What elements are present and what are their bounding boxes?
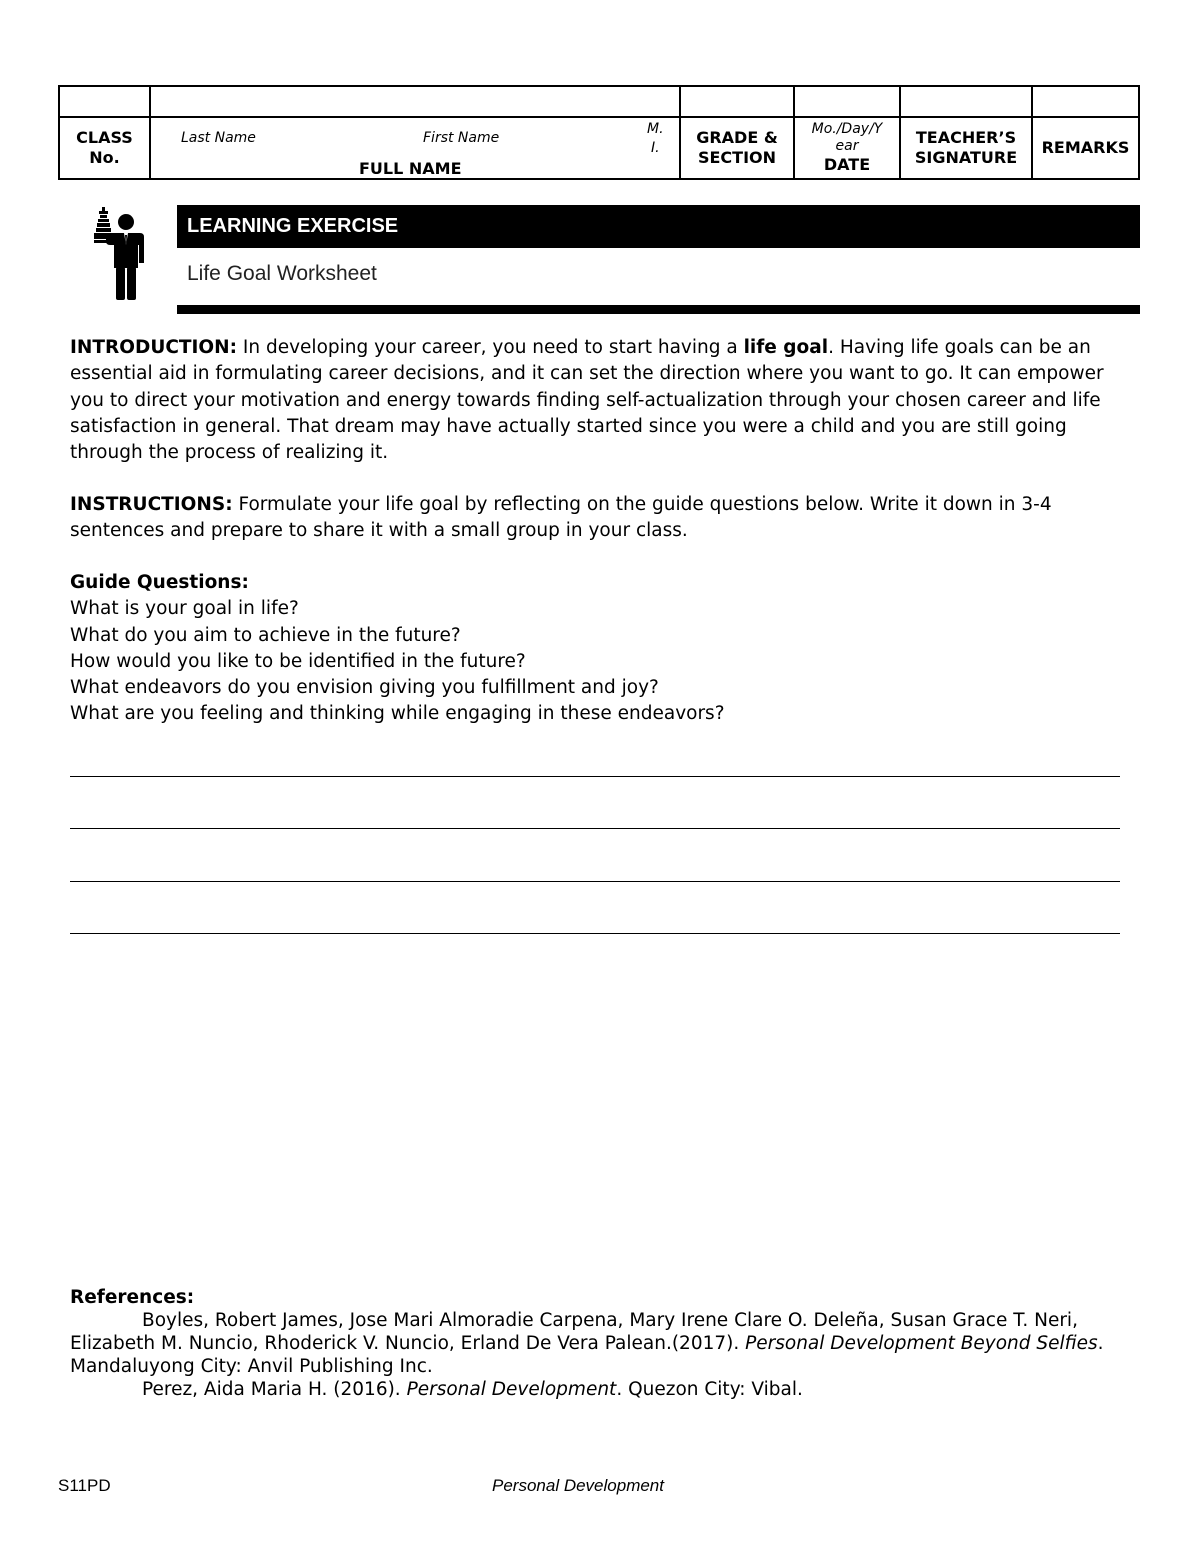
instructions-label: INSTRUCTIONS: (70, 494, 233, 515)
guide-heading: Guide Questions: (70, 572, 249, 593)
guide-question: What endeavors do you envision giving you fulfillment and joy? (70, 677, 659, 699)
first-name-label: First Name (423, 130, 500, 146)
answer-line[interactable] (70, 776, 1120, 777)
class-no-label: CLASS No. (76, 128, 133, 167)
references-section (70, 1286, 1130, 1401)
guide-question: What do you aim to achieve in the future? (70, 624, 461, 646)
guide-question: What is your goal in life? (70, 598, 299, 620)
life-goal-emphasis: life goal (743, 337, 829, 358)
full-name-column (151, 87, 681, 178)
remarks-column (1033, 87, 1138, 178)
teacher-signature-input[interactable] (901, 87, 1031, 118)
grade-section-column (681, 87, 795, 178)
guide-question: What are you feeling and thinking while engaging in these endeavors? (70, 703, 725, 725)
introduction-paragraph: INTRODUCTION: In developing your career, you need to start having a life goal. Having life goals can be an essential aid in formulating career decisions, and it can set the direction where you want to go. It can empower you to direct your motivation and energy towards finding self-actualization through your chosen career and life satisfaction in general. That dream may have actually started since you were a child and you are still going through the process of realizing it. (70, 337, 1104, 464)
date-input[interactable] (795, 87, 899, 118)
reference-entry: Boyles, Robert James, Jose Mari Almoradie Carpena, Mary Irene Clare O. Deleña, Susan Grace T. Neri, Elizabeth M. Nuncio, Rhoderick V. Nuncio, Erland De Vera Palean.(2017). Personal Development Beyond Selfies. Mandaluyong City: Anvil Publishing Inc. (70, 1310, 1104, 1377)
instructions-paragraph: INSTRUCTIONS: Formulate your life goal by reflecting on the guide questions below. Write it down in 3-4 sentences and prepare to share it with a small group in your class. (70, 494, 1052, 542)
references-heading: References: (70, 1287, 195, 1308)
guide-question: How would you like to be identified in the future? (70, 650, 526, 672)
teacher-signature-column (901, 87, 1033, 178)
date-label: Mo./Day/Y ear DATE (811, 121, 883, 174)
middle-initial-label: M. I. (647, 121, 664, 156)
answer-line[interactable] (70, 881, 1120, 882)
remarks-label: REMARKS (1041, 138, 1130, 157)
introduction-label: INTRODUCTION: (70, 337, 238, 358)
waiter-with-trophy-icon (88, 205, 150, 303)
worksheet-subtitle: Life Goal Worksheet (187, 262, 377, 285)
grade-section-label: GRADE & SECTION (696, 128, 778, 167)
last-name-label: Last Name (181, 130, 256, 146)
guide-questions (70, 570, 1130, 728)
answer-line[interactable] (70, 933, 1120, 934)
footer-subject: Personal Development (492, 1476, 664, 1495)
date-column (795, 87, 901, 178)
learning-exercise-banner: LEARNING EXERCISE (177, 205, 1140, 248)
footer-code: S11PD (58, 1476, 111, 1495)
remarks-input[interactable] (1033, 87, 1138, 118)
grade-section-input[interactable] (681, 87, 793, 118)
reference-entry: Perez, Aida Maria H. (2016). Personal Development. Quezon City: Vibal. (142, 1379, 803, 1400)
divider-bar (177, 305, 1140, 314)
class-no-input[interactable] (60, 87, 149, 118)
teacher-signature-label: TEACHER’S SIGNATURE (914, 128, 1018, 167)
header-table (58, 85, 1140, 180)
answer-line[interactable] (70, 828, 1120, 829)
class-no-column (60, 87, 151, 178)
full-name-input[interactable] (151, 87, 679, 118)
full-name-label: FULL NAME (359, 159, 462, 178)
